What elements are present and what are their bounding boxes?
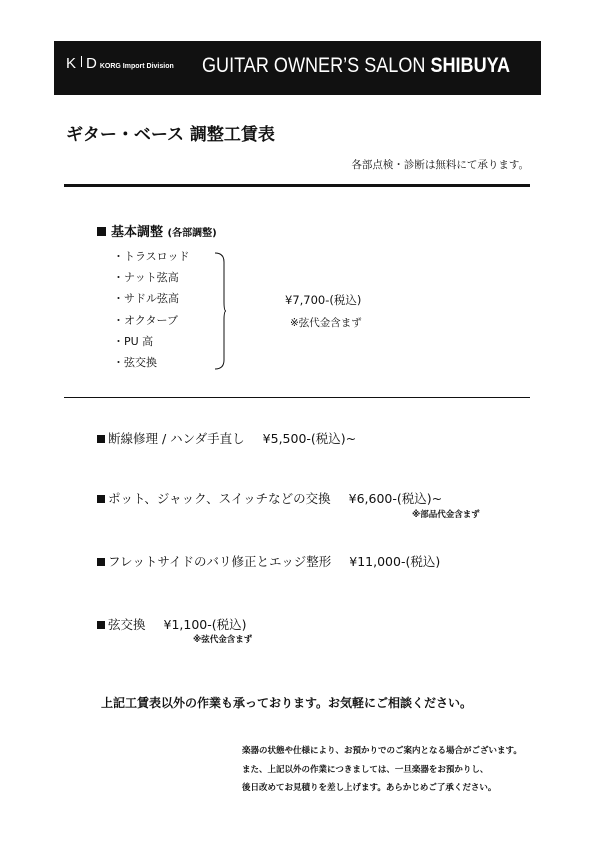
service-parts-replacement bbox=[97, 489, 442, 507]
basic-adjustment-list bbox=[113, 249, 189, 376]
square-bullet-icon bbox=[97, 495, 105, 503]
salon-title bbox=[202, 54, 510, 78]
list-item: ・ナット弦高 bbox=[113, 271, 179, 285]
string-cost-note: ※弦代金含まず bbox=[193, 635, 253, 645]
service-fret-dressing bbox=[97, 552, 440, 570]
basic-heading-text: 基本調整 bbox=[111, 225, 164, 240]
logo-letter-k: K bbox=[66, 55, 78, 72]
square-bullet-icon bbox=[97, 227, 106, 236]
salon-title-main: GUITAR OWNER’S SALON bbox=[202, 54, 431, 77]
service-price: ¥1,100-(税込) bbox=[163, 617, 247, 632]
square-bullet-icon bbox=[97, 435, 105, 443]
section-divider bbox=[64, 397, 530, 398]
basic-adjustment-price: ¥7,700-(税込) bbox=[285, 293, 362, 307]
list-item: ・弦交換 bbox=[113, 355, 157, 369]
right-brace-icon bbox=[214, 252, 226, 370]
square-bullet-icon bbox=[97, 621, 105, 629]
service-label: 弦交換 bbox=[108, 617, 146, 632]
page-title: ギター・ベース 調整工賃表 bbox=[66, 125, 275, 145]
service-label: フレットサイドのバリ修正とエッジ整形 bbox=[108, 554, 332, 569]
footer-line: 後日改めてお見積りを差し上げます。あらかじめご了承ください。 bbox=[242, 783, 497, 793]
salon-title-location: SHIBUYA bbox=[430, 54, 511, 77]
service-price: ¥6,600-(税込)~ bbox=[348, 491, 443, 506]
header-banner bbox=[54, 41, 541, 95]
service-label: 断線修理 / ハンダ手直し bbox=[108, 431, 245, 446]
footer-line: また、上記以外の作業につきましては、一旦楽器をお預かりし、 bbox=[242, 764, 489, 775]
footer-line: 楽器の状態や仕様により、お預かりでのご案内となる場合がございます。 bbox=[242, 746, 522, 756]
square-bullet-icon bbox=[97, 558, 105, 566]
list-item: ・PU 高 bbox=[113, 334, 154, 348]
logo-letter-d: D bbox=[86, 55, 98, 72]
service-label: ポット、ジャック、スイッチなどの交換 bbox=[108, 491, 331, 506]
parts-cost-note: ※部品代金含まず bbox=[412, 510, 480, 520]
free-inspection-note: 各部点検・診断は無料にて承ります。 bbox=[351, 159, 529, 171]
list-item: ・サドル弦高 bbox=[113, 292, 179, 306]
service-wire-repair bbox=[97, 429, 356, 447]
basic-adjustment-heading bbox=[97, 221, 217, 240]
service-price: ¥5,500-(税込)~ bbox=[262, 431, 357, 446]
basic-heading-sub: (各部調整) bbox=[167, 228, 217, 239]
basic-adjustment-note: ※弦代金含まず bbox=[290, 317, 362, 329]
service-price: ¥11,000-(税込) bbox=[349, 554, 441, 569]
logo-bar bbox=[81, 56, 82, 67]
list-item: ・トラスロッド bbox=[113, 250, 190, 263]
logo-subtitle: KORG Import Division bbox=[99, 63, 174, 70]
kid-logo bbox=[66, 56, 174, 71]
service-string-change bbox=[97, 615, 247, 633]
header-divider bbox=[64, 184, 530, 187]
list-item: ・オクターブ bbox=[113, 313, 179, 327]
footer-notes bbox=[242, 742, 522, 798]
closing-message: 上記工賃表以外の作業も承っております。お気軽にご相談ください。 bbox=[101, 696, 473, 710]
